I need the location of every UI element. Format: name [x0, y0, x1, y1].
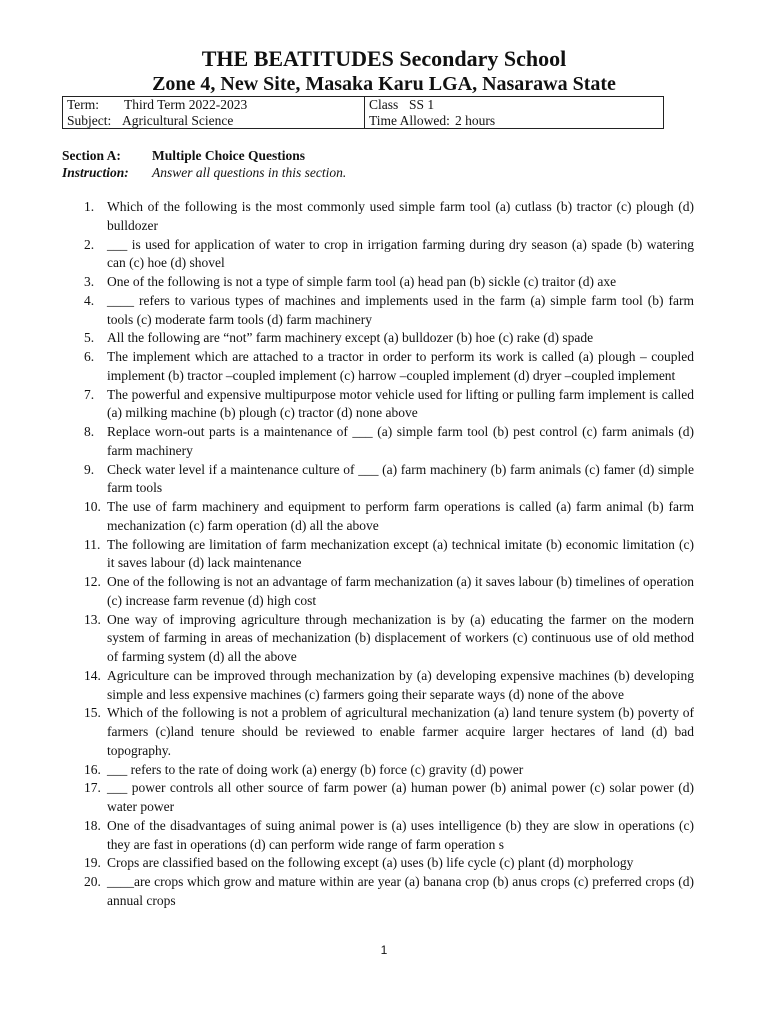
- question-number: 2.: [84, 236, 95, 252]
- question-item: [70, 292, 694, 330]
- question-item: [70, 386, 694, 424]
- question-number: 9.: [84, 461, 95, 477]
- question-text: One of the following is not an advantage of farm mechanization (a) it saves labour (b) timelines of operation (c) increase farm revenue (d) high cost: [107, 574, 694, 608]
- class-label: Class: [369, 97, 399, 112]
- question-text: All the following are “not” farm machinery except (a) bulldozer (b) hoe (c) rake (d) spade: [107, 330, 594, 346]
- question-item: [70, 423, 694, 461]
- question-item: [70, 704, 694, 760]
- question-number: 13.: [84, 611, 101, 627]
- question-number: 1.: [84, 199, 95, 214]
- page-number: 1: [380, 943, 388, 957]
- term-label: Term:: [67, 97, 100, 112]
- question-text: ___ refers to the rate of doing work (a) energy (b) force (c) gravity (d) power: [107, 761, 524, 777]
- question-number: 16.: [84, 761, 101, 777]
- question-number: 3.: [84, 274, 95, 289]
- question-number: 10.: [84, 499, 101, 514]
- question-text: One of the following is not a type of simple farm tool (a) head pan (b) sickle (c) traitor (d) axe: [107, 274, 617, 289]
- time-label: Time Allowed:: [369, 113, 450, 128]
- school-name: THE BEATITUDES Secondary School: [201, 46, 567, 71]
- section-header: [62, 147, 346, 181]
- question-item: [70, 348, 694, 386]
- question-text: ___ is used for application of water to crop in irrigation farming during dry season (a) spade (b) watering can (c) hoe (d) shovel: [107, 236, 694, 271]
- question-text: ____are crops which grow and mature within are year (a) banana crop (b) anus crops (c) preferred crops (d) annual crops: [107, 874, 694, 908]
- question-number: 12.: [84, 574, 101, 589]
- term-value: Third Term 2022-2023: [124, 97, 248, 112]
- question-text: One way of improving agriculture through mechanization is by (a) educating the farmer on the modern system of farming in areas of mechanization (b) displacement of workers (c) continuous use of old method of farming system (d) all the above: [107, 611, 694, 664]
- exam-info-left: [63, 97, 365, 128]
- instruction-text: Answer all questions in this section.: [152, 165, 347, 180]
- question-number: 14.: [84, 667, 101, 683]
- question-text: Which of the following is not a problem of agricultural mechanization (a) land tenure system (b) poverty of farmers (c)land tenure should be reviewed to enable farmer acquire larger hectares of land (d) bad topography.: [107, 705, 694, 758]
- question-item: [70, 611, 694, 667]
- subject-value: Agricultural Science: [122, 113, 234, 128]
- question-item: [70, 573, 694, 611]
- class-row: [369, 97, 659, 113]
- question-number: 8.: [84, 424, 95, 439]
- question-text: ____ refers to various types of machines and implements used in the farm (a) simple farm tool (b) farm tools (c) moderate farm tools (d) farm machinery: [107, 292, 694, 327]
- question-text: Check water level if a maintenance culture of ___ (a) farm machinery (b) farm animals (c) famer (d) simple farm tools: [107, 461, 694, 496]
- exam-info-right: [365, 97, 663, 128]
- question-number: 15.: [84, 705, 101, 721]
- question-text: ___ power controls all other source of farm power (a) human power (b) animal power (c) solar power (d) water power: [107, 780, 694, 814]
- time-value: 2 hours: [455, 113, 496, 128]
- question-number: 7.: [84, 386, 95, 402]
- question-item: [70, 873, 694, 911]
- question-number: 17.: [84, 780, 101, 796]
- question-item: [70, 329, 694, 348]
- question-text: The following are limitation of farm mechanization except (a) technical imitate (b) economic limitation (c) it saves labour (d) lack maintenance: [107, 536, 694, 571]
- question-item: [70, 461, 694, 499]
- question-item: [70, 536, 694, 574]
- question-item: [70, 854, 694, 873]
- question-item: [70, 667, 694, 705]
- question-number: 18.: [84, 817, 101, 833]
- question-item: [70, 761, 694, 780]
- subject-row: [67, 113, 360, 129]
- subject-label: Subject:: [67, 113, 112, 128]
- term-row: [67, 97, 360, 113]
- question-text: Agriculture can be improved through mechanization by (a) developing expensive machines (b) developing simple and less expensive machines (c) farmers going their separate ways (d) none of the above: [107, 667, 694, 702]
- class-value: SS 1: [409, 97, 435, 112]
- question-item: [70, 498, 694, 536]
- exam-info-table: [62, 96, 664, 129]
- question-text: One of the disadvantages of suing animal power is (a) uses intelligence (b) they are slow in operations (c) they are fast in operations (d) can perform wide range of farm operation s: [107, 817, 694, 852]
- question-list: [70, 198, 694, 911]
- question-item: [70, 273, 694, 292]
- question-text: Replace worn-out parts is a maintenance of ___ (a) simple farm tool (b) pest control (c) farm animals (d) farm machinery: [107, 424, 694, 458]
- question-item: [70, 198, 694, 236]
- question-item: [70, 236, 694, 274]
- instruction-label: Instruction:: [62, 165, 129, 180]
- question-number: 4.: [84, 292, 95, 308]
- section-title: Multiple Choice Questions: [152, 148, 306, 163]
- time-row: [369, 113, 659, 129]
- question-text: Crops are classified based on the following except (a) uses (b) life cycle (c) plant (d) morphology: [107, 855, 634, 871]
- question-text: The use of farm machinery and equipment to perform farm operations is called (a) farm animal (b) farm mechanization (c) farm operation (d) all the above: [107, 499, 694, 533]
- question-item: [70, 779, 694, 817]
- question-number: 5.: [84, 330, 95, 346]
- question-number: 20.: [84, 874, 101, 889]
- section-label: Section A:: [62, 148, 121, 163]
- question-number: 11.: [84, 536, 101, 552]
- question-text: The powerful and expensive multipurpose motor vehicle used for lifting or pulling farm implement is called (a) milking machine (b) plough (c) tractor (d) none above: [107, 386, 694, 421]
- question-text: Which of the following is the most commonly used simple farm tool (a) cutlass (b) tractor (c) plough (d) bulldozer: [107, 199, 694, 233]
- question-number: 19.: [84, 855, 101, 871]
- school-address: Zone 4, New Site, Masaka Karu LGA, Nasarawa State: [152, 73, 616, 95]
- question-item: [70, 817, 694, 855]
- question-text: The implement which are attached to a tractor in order to perform its work is called (a) plough – coupled implement (b) tractor –coupled implement (c) harrow –coupled implement (d) dryer –coupled implement: [107, 349, 694, 383]
- question-number: 6.: [84, 349, 95, 364]
